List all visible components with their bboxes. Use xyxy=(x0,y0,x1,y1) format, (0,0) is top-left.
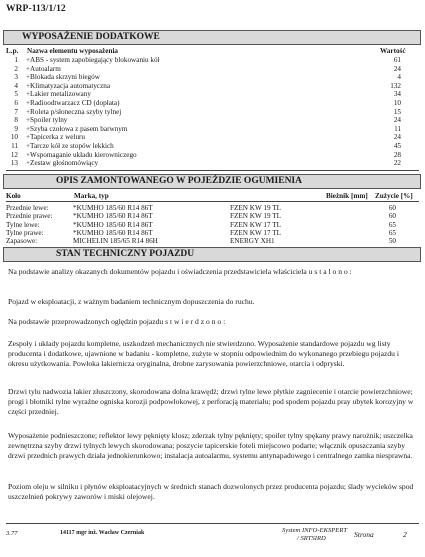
equipment-row-value: 61 xyxy=(393,56,401,64)
tires-header-rule xyxy=(6,201,419,202)
equipment-row-name: +Autoalarm xyxy=(26,64,61,73)
equipment-row-value: 24 xyxy=(393,116,401,125)
equipment-row-name: +Tarcze kół ze stopów lekkich xyxy=(26,142,114,150)
tire-row-wear: 65 xyxy=(388,228,396,237)
condition-paragraph: Zespoły i układy pojazdu kompletne, uszkodzeń mechanicznych nie stwierdzono. Wyposażenie standardowe pojazdu wg listy producenta i dodatkowe, ujawnione w badaniu - kompletne, zużyte w stopniu odpowiednim do wykonanego przebiegu pojazdu i okresu użytkowania. Powłoka lakiernicza oryginalna, drobne zarysowania powierzchniowe, otarcia i odpryski. xyxy=(8,339,399,368)
tire-row-wheel: Zapasowe: xyxy=(6,237,38,246)
equipment-row-value: 24 xyxy=(393,64,401,73)
footer-rule xyxy=(6,523,419,524)
condition-section-title: STAN TECHNICZNY POJAZDU xyxy=(56,249,195,259)
footer-author: 14117 mgr inż. Wacław Czerniak xyxy=(60,530,145,536)
equipment-col-lp: L.p. xyxy=(6,47,19,55)
equipment-row-name: +Radioodtwarzacz CD (dopłata) xyxy=(26,99,120,107)
equipment-row-lp: 9 xyxy=(14,124,18,133)
equipment-row-name: +Szyba czołowa z pasem barwnym xyxy=(26,124,128,133)
condition-paragraph: Wyposażenie podnieszczone; reflektor lewy pęknięty klosz; zderzak tylny pęknięty; spoiler tylny spękany prawy narożnik; uszczelka zewnętrzna szyby drzwi tylnych lewych skorodowana; poszycie tapicerskie foteli miejscowo podarte; włącznik opuszczania szyby drzwi przednich prawych działa jednokierunkowo; instalacja autoalarmu, systemu antynapadowego i centralnego zamka niesprawna. xyxy=(8,431,413,460)
equipment-row-value: 45 xyxy=(393,142,401,150)
tires-section-title: OPIS ZAMONTOWANEGO W POJEŹDZIE OGUMIENIA xyxy=(56,176,302,186)
equipment-col-value: Wartość xyxy=(380,47,406,55)
condition-paragraph: Na podstawie przeprowadzonych oględzin pojazdu s t w i e r d z o n o : xyxy=(8,317,226,326)
condition-paragraph: Pojazd w eksploatacji, z ważnym badaniem technicznym dopuszczenia do ruchu. xyxy=(8,297,255,306)
tire-row-make: *KUMHO 185/60 R14 86T xyxy=(73,204,153,212)
equipment-row-name: +Klimatyzacja automatyczna xyxy=(26,81,111,90)
equipment-section-title: WYPOSAŻENIE DODATKOWE xyxy=(22,32,160,42)
footer-page-number: 2 xyxy=(403,530,407,539)
tire-row-wear: 50 xyxy=(388,237,396,246)
equipment-row-lp: 4 xyxy=(14,81,18,90)
tires-col-wear: Zużycie [%] xyxy=(375,192,413,200)
tire-row-wear: 65 xyxy=(388,220,396,229)
tire-row-make: *KUMHO 185/60 R14 86T xyxy=(73,220,153,229)
equipment-row-name: +Blokada skrzyni biegów xyxy=(26,73,100,82)
tire-row-wheel: Tylne prawe: xyxy=(6,228,44,237)
equipment-row-name: +Lakier metalizowany xyxy=(26,90,91,99)
footer-system-line1: System INFO-EKSPERT xyxy=(282,527,348,534)
equipment-row-lp: 10 xyxy=(10,133,18,142)
tire-row-wheel: Przednie lewe: xyxy=(6,204,49,212)
condition-section-header xyxy=(3,247,421,262)
tires-col-make: Marka, typ xyxy=(74,192,109,200)
equipment-row-lp: 1 xyxy=(14,56,18,64)
tire-row-model: FZEN KW 19 TL xyxy=(230,212,282,221)
document-code: WRP-113/1/12 xyxy=(6,4,66,14)
equipment-row-value: 22 xyxy=(393,159,401,168)
equipment-row-lp: 12 xyxy=(10,150,18,159)
equipment-row-name: +ABS - system zapobiegający blokowaniu kół xyxy=(26,56,160,64)
tires-col-tread: Bieżnik [mm] xyxy=(326,192,368,200)
equipment-bottom-rule xyxy=(6,170,419,171)
equipment-row-value: 15 xyxy=(393,107,401,116)
equipment-col-name: Nazwa elementu wyposażenia xyxy=(27,47,119,55)
tires-col-wheel: Koło xyxy=(6,192,21,200)
tire-row-model: ENERGY XH1 xyxy=(230,237,275,246)
tire-row-make: *KUMHO 185/60 R14 86T xyxy=(73,212,153,221)
tire-row-make: MICHELIN 185/65 R14 86H xyxy=(73,237,158,246)
equipment-row-value: 34 xyxy=(393,90,401,99)
tire-row-model: FZEN KW 17 TL xyxy=(230,220,282,229)
tire-row-make: *KUMHO 185/60 R14 86T xyxy=(73,228,153,237)
condition-paragraph: Drzwi tylu nadwozia lakier złuszczony, skorodowana dolna krawędź; drzwi tylne lewe płytkie zagniecenie i otarcie powierzchniowe; progi i błotniki tylne wyraźne ogniska korozji podpowłokowej, z perforacją materiału; pod spodem pojazdu pray ubytek korozyjny w części przedniej. xyxy=(8,387,414,416)
footer-page-label: Strona xyxy=(354,530,374,539)
tire-row-model: FZEN KW 17 TL xyxy=(230,228,282,237)
footer-system-line2: / SRTSIRD xyxy=(297,535,326,542)
condition-paragraph: Poziom oleju w silniku i płynów eksploatacyjnych w średnich stanach dozwolonych przez producenta pojazdu; ślady wycieków spod uszczelnień pokrywy zaworów i miski olejowej. xyxy=(8,482,414,501)
equipment-row-value: 11 xyxy=(394,124,401,133)
condition-paragraph: Na podstawie analizy okazanych dokumentów pojazdu i oświadczenia przedstawiciela właściciela u s t a l o n o : xyxy=(8,267,352,276)
equipment-section-header xyxy=(3,30,421,45)
equipment-row-lp: 6 xyxy=(14,99,18,107)
tire-row-wheel: Tylne lewe: xyxy=(6,220,40,229)
equipment-row-value: 132 xyxy=(390,81,401,90)
equipment-row-value: 24 xyxy=(393,133,401,142)
tire-row-wheel: Przednie prawe: xyxy=(6,212,53,221)
footer-version: 3.77 xyxy=(6,530,18,537)
equipment-row-name: +Wspomaganie układu kierowniczego xyxy=(26,150,137,159)
equipment-row-name: +Roleta p/słoneczna szyby tylnej xyxy=(26,107,122,116)
equipment-row-lp: 2 xyxy=(14,64,18,73)
equipment-row-lp: 11 xyxy=(11,142,18,150)
equipment-row-value: 28 xyxy=(393,150,401,159)
equipment-row-value: 4 xyxy=(397,73,401,82)
equipment-row-name: +Tapicerka z weluru xyxy=(26,133,86,142)
equipment-row-lp: 5 xyxy=(14,90,18,99)
equipment-row-lp: 3 xyxy=(14,73,18,82)
tire-row-wear: 60 xyxy=(388,204,396,212)
tires-section-header xyxy=(3,174,421,189)
equipment-row-name: +Spoiler tylny xyxy=(26,116,68,125)
equipment-row-value: 10 xyxy=(393,99,401,107)
equipment-row-lp: 7 xyxy=(14,107,18,116)
tire-row-model: FZEN KW 19 TL xyxy=(230,204,282,212)
tire-row-wear: 60 xyxy=(388,212,396,221)
equipment-row-lp: 8 xyxy=(14,116,18,125)
equipment-row-lp: 13 xyxy=(10,159,18,168)
equipment-row-name: +Zestaw głośnomówiący xyxy=(26,159,99,168)
